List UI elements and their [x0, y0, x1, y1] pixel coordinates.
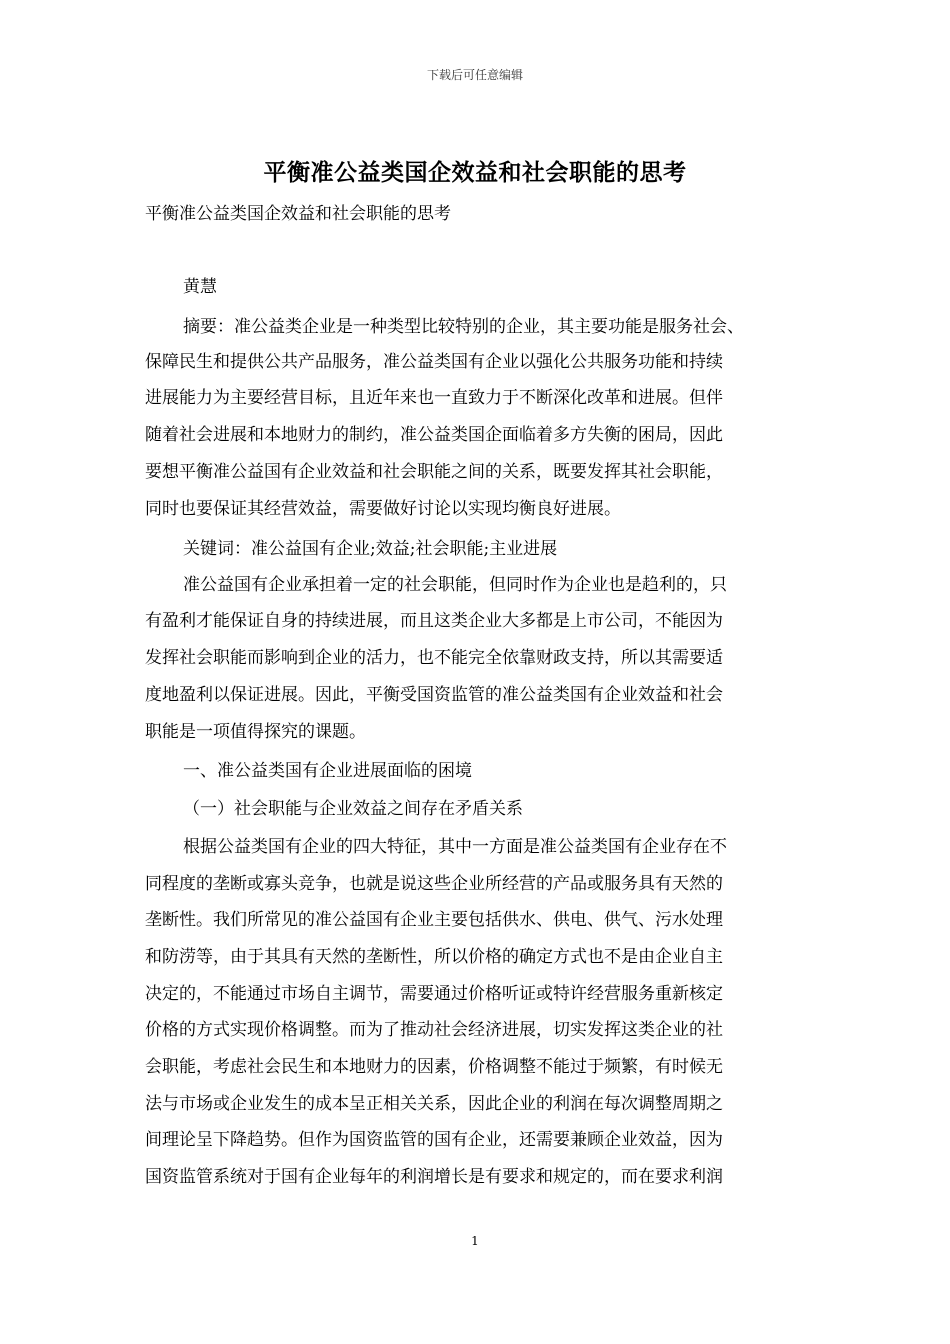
- text-line: 随着社会进展和本地财力的制约，准公益类国企面临着多方失衡的困局，因此: [145, 425, 723, 445]
- text-line: 度地盈利以保证进展。因此，平衡受国资监管的准公益类国有企业效益和社会: [145, 685, 723, 705]
- page-number: 1: [471, 1234, 479, 1248]
- text-line: 价格的方式实现价格调整。而为了推动社会经济进展，切实发挥这类企业的社: [145, 1020, 723, 1040]
- subsection-heading: （一）社会职能与企业效益之间存在矛盾关系: [183, 799, 523, 819]
- text-line: 垄断性。我们所常见的准公益国有企业主要包括供水、供电、供气、污水处理: [145, 910, 723, 930]
- text-line: 有盈利才能保证自身的持续进展，而且这类企业大多都是上市公司，不能因为: [145, 611, 723, 631]
- keywords-line: 关键词：准公益国有企业;效益;社会职能;主业进展: [183, 539, 558, 559]
- text-line: 法与市场或企业发生的成本呈正相关关系，因此企业的利润在每次调整周期之: [145, 1094, 723, 1114]
- text-line: 和防涝等，由于其具有天然的垄断性，所以价格的确定方式也不是由企业自主: [145, 947, 723, 967]
- text-line: 同时也要保证其经营效益，需要做好讨论以实现均衡良好进展。: [145, 499, 621, 519]
- text-line: 保障民生和提供公共产品服务，准公益类国有企业以强化公共服务功能和持续: [145, 352, 723, 372]
- text-line: 决定的，不能通过市场自主调节，需要通过价格听证或特许经营服务重新核定: [145, 984, 723, 1004]
- text-line: 会职能，考虑社会民生和本地财力的因素，价格调整不能过于频繁，有时候无: [145, 1057, 723, 1077]
- text-line: 进展能力为主要经营目标，且近年来也一直致力于不断深化改革和进展。但伴: [145, 388, 723, 408]
- text-line: 国资监管系统对于国有企业每年的利润增长是有要求和规定的，而在要求利润: [145, 1167, 723, 1187]
- text-line: 根据公益类国有企业的四大特征，其中一方面是准公益类国有企业存在不: [183, 837, 727, 857]
- document-title: 平衡准公益类国企效益和社会职能的思考: [263, 159, 687, 186]
- text-line: 摘要：准公益类企业是一种类型比较特别的企业，其主要功能是服务社会、: [183, 317, 744, 337]
- text-line: 间理论呈下降趋势。但作为国资监管的国有企业，还需要兼顾企业效益，因为: [145, 1130, 723, 1150]
- subtitle-line: 平衡准公益类国企效益和社会职能的思考: [145, 204, 451, 224]
- author-line: 黄慧: [183, 277, 217, 297]
- page-header: 下载后可任意编辑: [426, 68, 523, 82]
- text-line: 同程度的垄断或寡头竞争，也就是说这些企业所经营的产品或服务具有天然的: [145, 874, 723, 894]
- text-line: 职能是一项值得探究的课题。: [145, 722, 366, 742]
- text-line: 发挥社会职能而影响到企业的活力，也不能完全依靠财政支持，所以其需要适: [145, 648, 723, 668]
- text-line: 要想平衡准公益国有企业效益和社会职能之间的关系，既要发挥其社会职能，: [145, 462, 723, 482]
- text-line: 准公益国有企业承担着一定的社会职能，但同时作为企业也是趋利的，只: [183, 575, 727, 595]
- section-heading: 一、准公益类国有企业进展面临的困境: [183, 761, 472, 781]
